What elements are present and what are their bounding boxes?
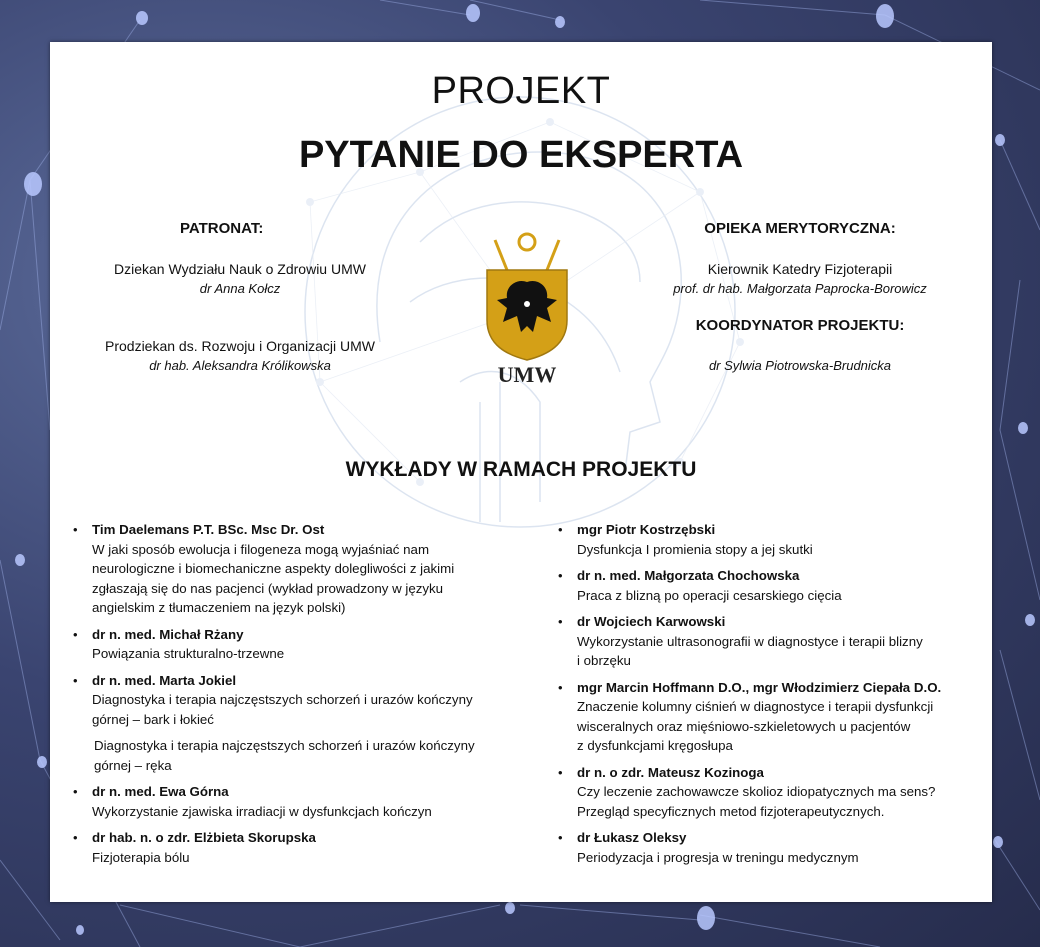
lecture-topic-line: Wykorzystanie ultrasonografii w diagnostyce i terapii blizny xyxy=(577,633,923,649)
lecture-topic-line: Czy leczenie zachowawcze skolioz idiopatycznych ma sens? xyxy=(577,784,936,799)
lecture-item xyxy=(70,625,530,664)
lecture-topic-line: górnej – bark i łokieć xyxy=(92,711,214,727)
lecturer-name: • mgr Piotr Kostrzębski xyxy=(577,522,716,537)
lecturer-name: • mgr Marcin Hoffmann D.O., mgr Włodzimierz Ciepała D.O. xyxy=(577,679,942,695)
lecturer-name: • dr Łukasz Oleksy xyxy=(577,830,687,845)
lecture-topic-line: Diagnostyka i terapia najczęstszych schorzeń i urazów kończyny xyxy=(94,738,475,753)
project-label: PROJEKT xyxy=(431,70,611,112)
koordynator-person: dr Sylwia Piotrowska-Brudnicka xyxy=(708,358,892,373)
lecture-topic-line: Znaczenie kolumny ciśnień w diagnostyce i terapii dysfunkcji xyxy=(577,699,934,714)
poster-card xyxy=(50,42,992,902)
lecture-topic-line: W jaki sposób ewolucja i filogeneza mogą wyjaśniać nam xyxy=(92,541,430,557)
lecturer-name: • Tim Daelemans P.T. BSc. Msc Dr. Ost xyxy=(92,522,325,537)
lecture-topic-line: neurologiczne i biomechaniczne aspekty dolegliwości z jakimi xyxy=(92,561,455,576)
lecture-topic-line: z dysfunkcjami kręgosłupa xyxy=(577,738,733,753)
lecture-topic-line: Dysfunkcja I promienia stopy a jej skutki xyxy=(577,541,813,557)
lecture-topic-line: zgłaszają się do nas pacjenci (wykład prowadzony w języku xyxy=(92,580,444,596)
patron-2-role: Prodziekan ds. Rozwoju i Organizacji UMW xyxy=(105,338,375,354)
lecturer-name: • dr n. med. Michał Rżany xyxy=(92,626,244,642)
lecture-item xyxy=(555,520,985,559)
opieka-label: OPIEKA MERYTORYCZNA: xyxy=(704,220,896,237)
patron-2-person: dr hab. Aleksandra Królikowska xyxy=(149,358,331,373)
project-title: PYTANIE DO EKSPERTA xyxy=(298,134,744,176)
lecture-topic-line: i obrzęku xyxy=(577,653,631,668)
lectures-title: WYKŁADY W RAMACH PROJEKTU xyxy=(345,458,697,481)
lecture-topic-line: wisceralnych oraz mięśniowo-szkieletowych u pacjentów xyxy=(577,718,911,734)
lecture-item xyxy=(555,566,985,605)
lecturer-name: • dr n. med. Ewa Górna xyxy=(92,784,229,799)
patron-1-role: Dziekan Wydziału Nauk o Zdrowiu UMW xyxy=(114,261,366,277)
lecture-topic-line: angielskim z tłumaczeniem na język polski) xyxy=(92,600,346,615)
lecture-item xyxy=(70,782,530,821)
lecture-item xyxy=(70,671,530,776)
lecture-topic-line: Powiązania strukturalno-trzewne xyxy=(92,646,285,661)
lecture-item xyxy=(555,612,985,671)
patron-1-person: dr Anna Kołcz xyxy=(199,281,281,296)
koordynator-label: KOORDYNATOR PROJEKTU: xyxy=(695,317,905,334)
lecture-topic-line: Praca z blizną po operacji cesarskiego cięcia xyxy=(577,587,842,603)
lecture-item xyxy=(555,828,985,867)
lecturer-name: • dr n. med. Marta Jokiel xyxy=(92,672,237,688)
opieka-role: Kierownik Katedry Fizjoterapii xyxy=(707,261,893,277)
lecture-topic-line: Wykorzystanie zjawiska irradiacji w dysfunkcjach kończyn xyxy=(92,803,432,819)
lecturer-name: • dr Wojciech Karwowski xyxy=(577,614,726,629)
lecture-topic-line: górnej – ręka xyxy=(94,757,172,773)
lecture-topic-line: Przegląd specyficznych metod fizjoterapeutycznych. xyxy=(577,803,885,819)
lecturer-name: • dr n. o zdr. Mateusz Kozinoga xyxy=(577,764,764,780)
patronat-label: PATRONAT: xyxy=(180,220,264,237)
lecture-item xyxy=(555,678,985,756)
logo-text: UMW xyxy=(497,362,557,387)
lecturer-name: • dr hab. n. o zdr. Elżbieta Skorupska xyxy=(92,830,316,845)
lecture-topic-line: Diagnostyka i terapia najczęstszych schorzeń i urazów kończyny xyxy=(92,692,473,707)
lecture-item xyxy=(70,520,530,618)
umw-logo xyxy=(477,230,577,390)
lecture-topic-line: Periodyzacja i progresja w treningu medycznym xyxy=(577,849,859,865)
lecturer-name: • dr n. med. Małgorzata Chochowska xyxy=(577,568,800,583)
lecture-topic-line: Fizjoterapia bólu xyxy=(92,849,190,865)
lectures-left-column xyxy=(70,520,530,874)
lectures-right-column xyxy=(555,520,985,874)
opieka-person: prof. dr hab. Małgorzata Paprocka-Borowicz xyxy=(673,281,927,296)
lecture-item xyxy=(555,763,985,822)
lecture-item xyxy=(70,828,530,867)
